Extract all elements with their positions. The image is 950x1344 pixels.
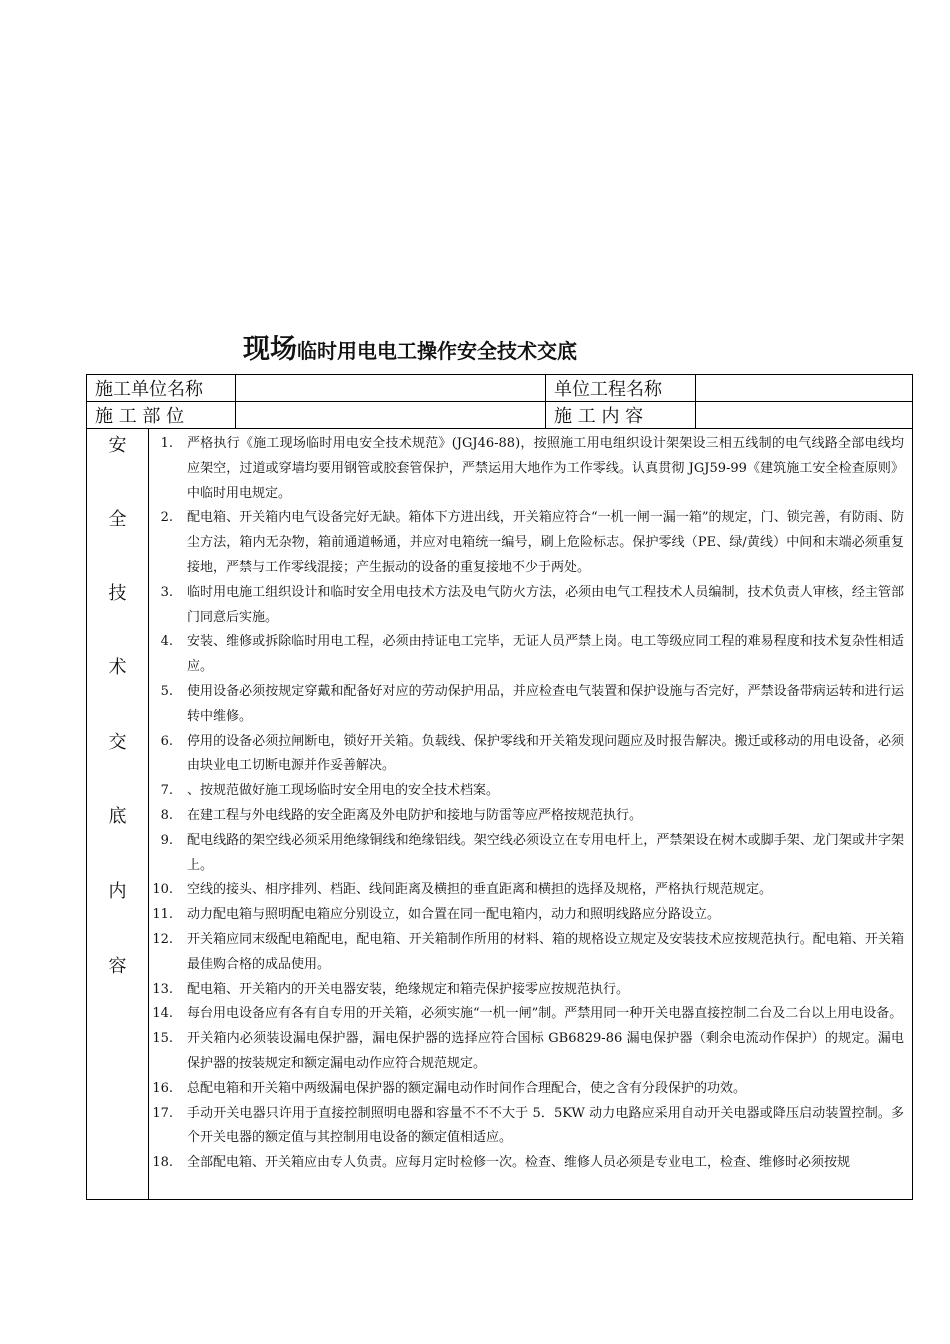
rule-text: 手动开关电器只许用于直接控制照明电器和容量不不不大于 5．5KW 动力电路应采用自动开关电器或降压启动装置控制。多个开关电器的额定值与其控制用电设备的额定值相适应。	[187, 1105, 904, 1146]
rule-number: 7.	[160, 783, 173, 799]
rule-number: 11.	[152, 907, 173, 923]
rule-item	[149, 878, 904, 903]
rule-item	[149, 928, 904, 978]
rule-text: 总配电箱和开关箱中两级漏电保护器的额定漏电动作时间作合理配合，使之含有分段保护的功效。	[187, 1080, 747, 1096]
rule-text: 空线的接头、相序排列、档距、线间距离及横担的垂直距离和横担的选择及规格，严格执行规范规定。	[187, 882, 773, 898]
rule-text: 严格执行《施工现场临时用电安全技术规范》(JGJ46-88)，按照施工用电组织设计架架设三相五线制的电气线路全部电线均应架空，过道或穿墙均要用钢管或胶套管保护，严禁运用大地作为工作零线。认真贯彻 JGJ59-99《建筑施工安全检查原则》中临时用电规定。	[187, 436, 904, 501]
content-row	[87, 429, 913, 1200]
rule-number: 8.	[160, 807, 173, 823]
side-label-char: 技	[108, 583, 127, 604]
rule-number: 13.	[152, 981, 173, 997]
rule-text: 开关箱应同末级配电箱配电，配电箱、开关箱制作所用的材料、箱的规格设立规定及安装技术应按规范执行。配电箱、开关箱最佳购合格的成品使用。	[187, 931, 904, 972]
rule-text: 停用的设备必须拉闸断电，锁好开关箱。负载线、保护零线和开关箱发现问题应及时报告解决。搬迁或移动的用电设备，必须由块业电工切断电源并作妥善解决。	[187, 733, 904, 774]
rule-item	[149, 506, 904, 580]
side-label-char: 安	[108, 435, 127, 456]
rule-item	[149, 779, 904, 804]
side-label-cell	[87, 429, 149, 1200]
side-label-char: 内	[108, 881, 127, 902]
rule-text: 使用设备必须按规定穿戴和配备好对应的劳动保护用品，并应检查电气装置和保护设施与否完好，严禁设备带病运转和进行运转中维修。	[187, 683, 904, 724]
rule-item	[149, 903, 904, 928]
rule-text: 每台用电设备应有各有自专用的开关箱，必须实施“一机一闸”制。严禁用同一种开关电器直接控制二台及二台以上用电设备。	[187, 1006, 903, 1022]
rule-item	[149, 581, 904, 631]
side-label-char: 底	[108, 806, 127, 827]
rule-item	[149, 730, 904, 780]
rules-cell	[149, 429, 913, 1200]
rule-item	[149, 432, 904, 506]
rule-number: 5.	[160, 683, 173, 699]
title-prefix: 现场	[243, 334, 297, 365]
rule-text: 全部配电箱、开关箱应由专人负责。应每月定时检修一次。检查、维修人员必须是专业电工，检查、维修时必须按规	[187, 1155, 851, 1171]
document-title	[243, 332, 743, 368]
project-name-label: 单位工程名称	[546, 375, 696, 402]
rule-number: 4.	[160, 634, 173, 650]
disclosure-table	[86, 374, 913, 1200]
rule-text: 、按规范做好施工现场临时安全用电的安全技术档案。	[187, 783, 500, 799]
rule-text: 开关箱内必须装设漏电保护器，漏电保护器的选择应符合国标 GB6829-86 漏电保护器（剩余电流动作保护）的规定。漏电保护器的按装规定和额定漏电动作应符合规范规定。	[187, 1031, 904, 1071]
rule-number: 18.	[152, 1155, 173, 1171]
rule-item	[149, 804, 904, 829]
construction-part-label: 施 工 部 位	[87, 402, 236, 429]
rules-list	[149, 429, 912, 1176]
rule-text: 动力配电箱与照明配电箱应分别设立，如合置在同一配电箱内，动力和照明线路应分路设立。	[187, 907, 721, 923]
rule-item	[149, 680, 904, 730]
rule-number: 2.	[160, 510, 173, 526]
side-label-char: 术	[108, 657, 127, 678]
rule-number: 1.	[160, 436, 173, 451]
rule-text: 安装、维修或拆除临时用电工程，必须由持证电工完毕，无证人员严禁上岗。电工等级应同工程的难易程度和技术复杂性相适应。	[187, 634, 904, 675]
rule-number: 17.	[152, 1105, 173, 1121]
header-row-1	[87, 375, 913, 402]
construction-content-label: 施 工 内 容	[546, 402, 696, 429]
rule-text: 临时用电施工组织设计和临时安全用电技术方法及电气防火方法，必须由电气工程技术人员编制，技术负责人审核，经主管部门同意后实施。	[187, 584, 904, 625]
side-label	[87, 429, 148, 1199]
construction-unit-value[interactable]	[236, 375, 546, 402]
rule-text: 配电箱、开关箱内电气设备完好无缺。箱体下方进出线，开关箱应符合“一机一闸一漏一箱”的规定，门、锁完善，有防雨、防尘方法，箱内无杂物，箱前通道畅通，并应对电箱统一编号，刷上危险标志。保护零线（PE、绿/黄线）中间和末端必须重复接地，严禁与工作零线混接；产生振动的设备的重复接地不少于两处。	[187, 510, 904, 575]
rule-text: 在建工程与外电线路的安全距离及外电防护和接地与防雷等应严格按规范执行。	[187, 807, 643, 823]
rule-number: 6.	[160, 733, 173, 749]
rule-number: 14.	[152, 1006, 173, 1022]
rule-item	[149, 978, 904, 1003]
rule-item	[149, 1102, 904, 1152]
rule-number: 9.	[160, 832, 173, 848]
rule-item	[149, 1151, 904, 1176]
rule-item	[149, 1027, 904, 1077]
rule-number: 3.	[160, 584, 173, 600]
rule-text: 配电线路的架空线必须采用绝缘铜线和绝缘铝线。架空线必须设立在专用电杆上，严禁架设在树木或脚手架、龙门架或井字架上。	[187, 832, 904, 873]
side-label-char: 全	[108, 509, 127, 530]
construction-part-value[interactable]	[236, 402, 546, 429]
rule-text: 配电箱、开关箱内的开关电器安装，绝缘规定和箱壳保护接零应按规范执行。	[187, 981, 630, 997]
rule-item	[149, 1002, 904, 1027]
side-label-char: 容	[108, 956, 127, 977]
rule-item	[149, 1077, 904, 1102]
rule-number: 12.	[152, 931, 173, 947]
side-label-char: 交	[108, 732, 127, 753]
rule-item	[149, 829, 904, 879]
rule-number: 16.	[152, 1080, 173, 1096]
construction-unit-label: 施工单位名称	[87, 375, 236, 402]
project-name-value[interactable]	[696, 375, 913, 402]
header-row-2	[87, 402, 913, 429]
rule-number: 10.	[152, 882, 173, 898]
rule-number: 15.	[152, 1031, 173, 1047]
construction-content-value[interactable]	[696, 402, 913, 429]
rule-item	[149, 630, 904, 680]
title-rest: 临时用电电工操作安全技术交底	[297, 339, 577, 363]
